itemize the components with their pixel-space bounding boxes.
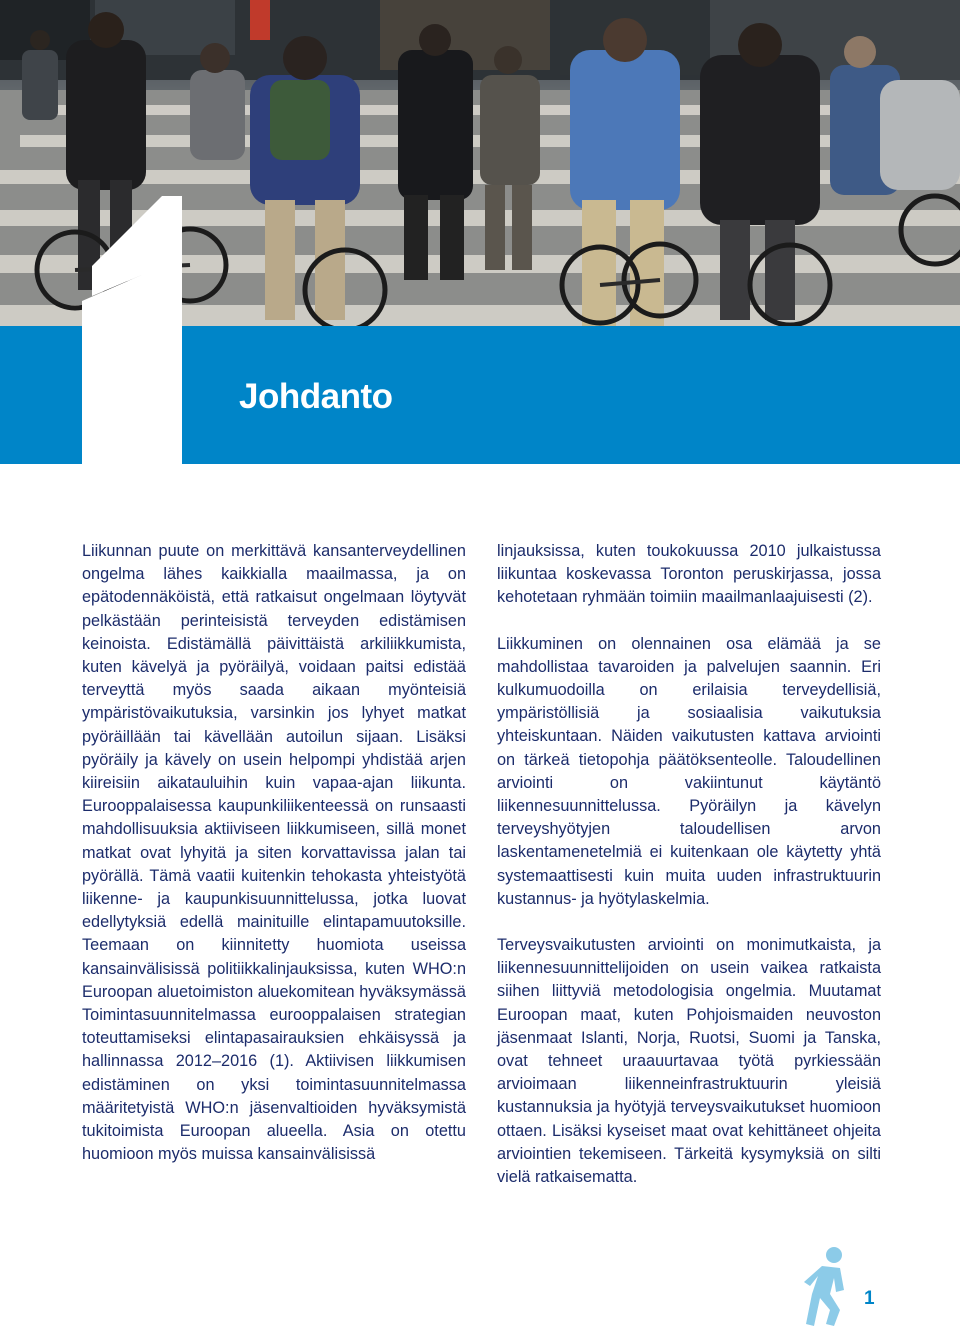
- right-paragraph-2: Liikkuminen on olennainen osa elämää ja se mahdollistaa tavaroiden ja palvelujen saannin. Eri kulkumuodoilla on erilaisia terveydellisiä, ympäristöllisiä ja sosiaalisia vaikutuksia yhteiskuntaan. Näiden vaikutusten kattava arviointi on tärkeä tietopohja päätöksenteolle. Taloudellinen arviointi on vakiintunut käytäntö liikennesuunnittelussa. Pyöräilyn ja kävelyn terveyshyötyjen taloudellisen arvon laskentamenetelmiä ei kuitenkaan ole käytetty yhtä systemaattisesti kuin muita uuden infrastruktuurin kustannus- ja hyötylaskelmia.: [497, 634, 881, 908]
- chapter-number-graphic: [74, 196, 204, 466]
- left-paragraph-1: Liikunnan puute on merkittävä kansanterveydellinen ongelma lähes kaikkialla maailmassa, ja on epätodennäköistä, että ratkaisut ongelmaan löytyvät pelkästään perinteisistä terveyden edistämisen keinoista. Edistämällä päivittäistä arkiliikkumista, kuten kävelyä ja pyöräilyä, voidaan paitsi edistää terveyttä myös saada aikaan myönteisiä ympäristövaikutuksia, varsinkin jos lyhyet matkat pyöräillään tai kävellään autoilun sijaan. Lisäksi pyöräily ja kävely on usein helpompi yhdistää arjen kiireisiin aikatauluihin kuin vapaa-ajan liikunta. Eurooppalaisessa kaupunkiliikenteessä on runsaasti mahdollisuuksia aktiiviseen liikkumiseen, sillä monet matkat ovat lyhyitä ja siten korvattavissa jalan tai pyörällä. Tämä vaatii kuitenkin tehokasta yhteistyötä liikenne- ja kaupunkisuunnittelussa, jotka luovat edellytyksiä edellä mainituille elintapamuutoksille. Teemaan on kiinnitetty huomiota useissa kansainvälisissä politiikkalinjauksissa, kuten WHO:n Euroopan aluetoimiston aluekomitean hyväksymässä Toimintasuunnitelmassa eurooppalaisen strategian toteuttamiseksi elintapasairauksien ehkäisyssä ja hallinnassa 2012–2016 (1). Aktiivisen liikkumisen edistäminen on yksi toimintasuunnitelmassa määritetyistä WHO:n jäsenvaltioiden hyväksymistä tukitoimista Euroopan alueella. Asia on otettu huomioon myös muissa kansainvälisissä: [82, 542, 466, 1164]
- page-number: 1: [864, 1288, 875, 1309]
- right-paragraph-3: Terveysvaikutusten arviointi on monimutkaista, ja liikennesuunnittelijoiden on usein vaikea ratkaista siihen liittyviä metodologisia ongelmia. Muutamat Euroopan maat, kuten Pohjoismaiden neuvoston jäsenmaat Islanti, Norja, Ruotsi, Suomi ja Tanska, ovat tehneet uraauurtavaa työtä pyrkiessään arvioimaan liikenneinfrastruktuurin yleisiä kustannuksia ja hyötyjä terveysvaikutukset huomioon ottaen. Lisäksi kyseiset maat ovat kehittäneet ohjeita arviointien tekemiseen. Tärkeitä kysymyksiä on silti vielä ratkaisematta.: [497, 936, 881, 1187]
- right-column: [497, 540, 881, 1212]
- right-paragraph-1: linjauksissa, kuten toukokuussa 2010 julkaistussa liikuntaa koskevassa Toronton peruskirjassa, jossa kehotetaan ryhmään toimiin maailmanlaajuisesti (2).: [497, 542, 881, 607]
- chapter-title: Johdanto: [239, 377, 393, 416]
- left-column: [82, 540, 466, 1189]
- walking-person-icon: [800, 1246, 854, 1328]
